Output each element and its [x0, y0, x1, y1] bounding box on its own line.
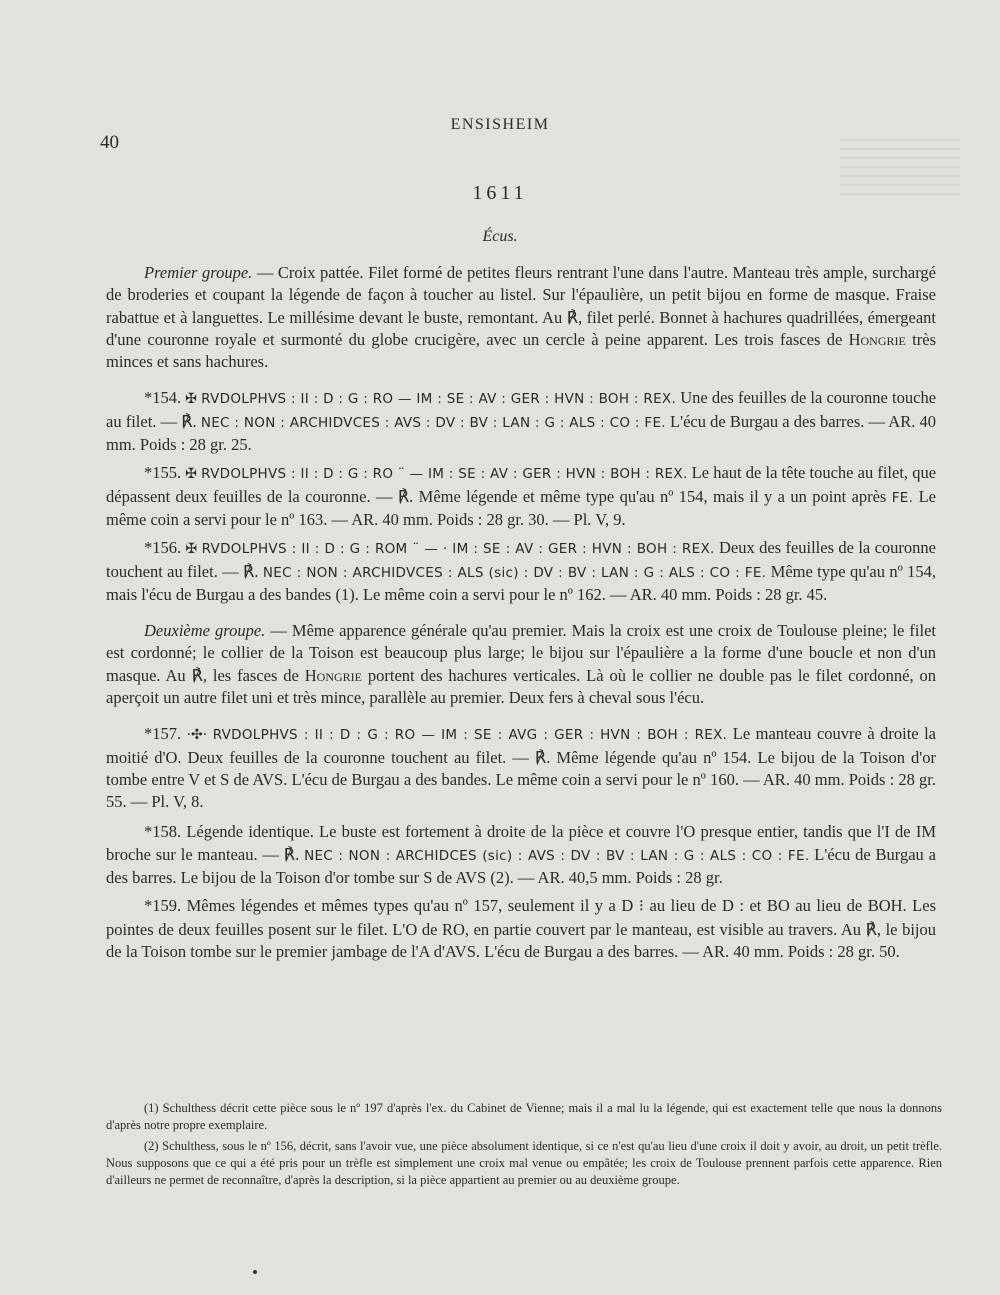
catalog-entry	[106, 387, 936, 456]
obverse-legend: RVDOLPHVS : II : D : G : RO — IM : SE : AV : GER : HVN : BOH : REX.	[201, 391, 677, 408]
footnote: (2) Schulthess, sous le nº 156, décrit, sans l'avoir vue, une pièce absolument identique, si ce n'est qu'au lieu d'une croix il doit y avoir, au droit, un petit trèfle. Nous supposons que ce qui a été pris pour un trèfle est simplement une croix mal venue ou empâtée; les croix de Toulouse prennent parfois cette apparence. Rien d'ailleurs ne permet de reconnaître, d'après la description, si la pièce appartient au premier ou au deuxième groupe.	[106, 1139, 942, 1187]
group-description	[106, 262, 936, 373]
reverse-legend: FE.	[891, 489, 914, 506]
entry-number: *155.	[144, 463, 182, 483]
cross-symbol: ✠	[185, 541, 198, 558]
entry-number: *156.	[144, 538, 182, 558]
group-description	[106, 620, 936, 709]
reverse-legend: NEC : NON : ARCHIDCES (sic) : AVS : DV : BV : LAN : G : ALS : CO : FE.	[304, 847, 810, 864]
entry-text: Une des feuilles de la couronne touche au filet. — ℟.	[106, 388, 937, 431]
entry-text-end: L'écu de Burgau a des barres. — AR. 40 mm. Poids : 28 gr. 25.	[106, 411, 936, 455]
catalog-entry	[106, 821, 936, 890]
group-text: — Croix pattée. Filet formé de petites fleurs rentrant l'une dans l'autre. Manteau très ample, surchargé de broderies et coupant la légende de façon à toucher au listel. Sur l'épaulière, un petit bijou en forme de masque. Fraise rabattue et à languettes. Le millésime devant le buste, remontant. Au ℟, filet perlé. Bonnet à hachures quadrillées, émergeant d'une couronne royale et surmonté du globe crucigère, avec un cercle à peine apparent. Les trois fasces de	[106, 263, 937, 349]
entry-number: *154.	[144, 388, 182, 408]
group-title: Premier groupe.	[144, 263, 253, 282]
group-title: Deuxième groupe.	[144, 621, 266, 641]
cross-symbol: ✠	[185, 391, 198, 408]
catalog-entry	[106, 462, 936, 531]
group-text: — Même apparence générale qu'au premier. Mais la croix est une croix de Toulouse pleine; le filet est cordonné; le collier de la Toison est beaucoup plus large; le bijou sur l'épaulière a la forme d'une boucle et non d'un masque. Au ℟, les fasces de	[106, 621, 936, 685]
catalog-entry	[106, 895, 936, 964]
reverse-legend: NEC : NON : ARCHIDVCES : ALS (sic) : DV : BV : LAN : G : ALS : CO : FE.	[262, 564, 767, 581]
page-mark	[253, 1270, 257, 1274]
running-title: ENSISHEIM	[450, 116, 550, 133]
obverse-legend: RVDOLPHVS : II : D : G : ROM ¨ — · IM : SE : AV : GER : HVN : BOH : REX.	[201, 541, 715, 558]
entry-text: Légende identique. Le buste est fortement à droite de la pièce et couvre l'O presque entier, tandis que l'I de IM broche sur le manteau. — ℟.	[106, 821, 936, 864]
entry-text-end: Le même coin a servi pour le nº 163. — AR. 40 mm. Poids : 28 gr. 30. — Pl. V, 9.	[106, 486, 936, 529]
year-heading: 1611	[472, 182, 528, 204]
obverse-legend: RVDOLPHVS : II : D : G : RO ¨ — IM : SE : AV : GER : HVN : BOH : REX.	[201, 466, 688, 483]
page-number: 40	[100, 132, 119, 153]
group-smallcaps: Hongrie	[848, 329, 906, 349]
section-heading: Écus.	[482, 228, 518, 245]
group-tail: portent des hachures verticales. Là où le collier ne double pas le filet cordonné, on aperçoit un autre filet uni et très mince, parallèle au premier. Deux fers à cheval sous l'écu.	[106, 665, 936, 708]
footnotes	[106, 1100, 942, 1193]
cross-symbol: ✠	[185, 466, 198, 483]
group-tail: très minces et sans hachures.	[106, 329, 936, 372]
entry-text: Le haut de la tête touche au filet, que dépassent deux feuilles de la couronne. — ℟. Même légende et même type qu'au nº 154, mais il y a un point après	[106, 463, 937, 506]
entry-number: *158.	[144, 821, 182, 841]
cross-symbol: ·✣·	[186, 727, 208, 744]
reverse-legend: NEC : NON : ARCHIDVCES : AVS : DV : BV : LAN : G : ALS : CO : FE.	[200, 414, 666, 431]
entry-text: Mêmes légendes et mêmes types qu'au nº 157, seulement il y a D ⁝ au lieu de D : et BO au lieu de BOH. Les pointes de deux feuilles posent sur le filet. L'O de RO, en partie couvert par le manteau, est visible au travers. Au ℟, le bijou de la Toison tombe sur le premier jambage de l'A d'AVS. L'écu de Burgau a des barres. — AR. 40 mm. Poids : 28 gr. 50.	[106, 896, 936, 962]
entry-number: *157.	[144, 724, 182, 744]
main-text	[106, 262, 936, 964]
entry-number: *159.	[144, 896, 182, 916]
catalog-entry	[106, 537, 936, 606]
group-smallcaps: Hongrie	[304, 665, 362, 685]
entry-text-end: Même type qu'au nº 154, mais l'écu de Burgau a des bandes (1). Le même coin a servi pour le nº 162. — AR. 40 mm. Poids : 28 gr. 45.	[106, 561, 936, 604]
obverse-legend: RVDOLPHVS : II : D : G : RO — IM : SE : AVG : GER : HVN : BOH : REX.	[212, 727, 728, 744]
entry-text: Deux des feuilles de la couronne touchent au filet. — ℟.	[106, 538, 936, 581]
footnote: (1) Schulthess décrit cette pièce sous le nº 197 d'après l'ex. du Cabinet de Vienne; mais il a mal lu la légende, qui est exactement telle que nous la donnons d'après notre propre exemplaire.	[106, 1101, 942, 1132]
catalog-entry	[106, 723, 936, 814]
entry-text: Le manteau couvre à droite la moitié d'O. Deux feuilles de la couronne touchent au filet. — ℟. Même légende qu'au nº 154. Le bijou de la Toison d'or tombe entre V et S de AVS. L'écu de Burgau a des bandes. Le même coin a servi pour le nº 160. — AR. 40 mm. Poids : 28 gr. 55. — Pl. V, 8.	[106, 724, 936, 812]
entry-text-end: L'écu de Burgau a des barres. Le bijou de la Toison d'or tombe sur S de AVS (2). — AR. 40,5 mm. Poids : 28 gr.	[106, 844, 936, 888]
